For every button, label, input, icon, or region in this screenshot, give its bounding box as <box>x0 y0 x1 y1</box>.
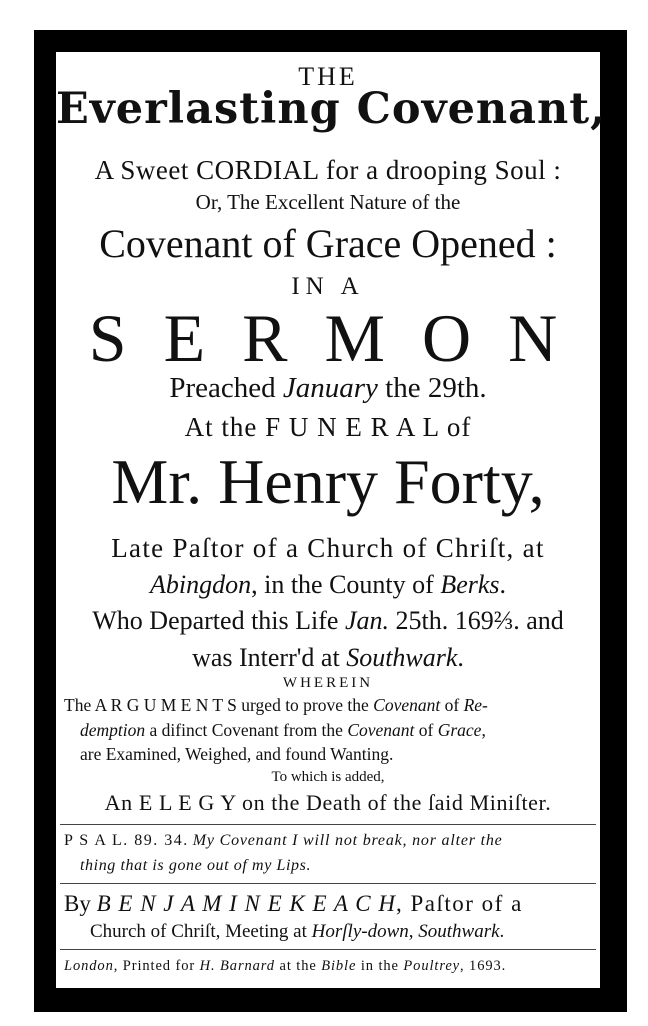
imprint-at: at the <box>274 958 322 974</box>
desc-line-4 <box>56 645 600 671</box>
preached-line <box>56 374 600 403</box>
author-l2-end: . <box>499 921 505 942</box>
author-line-1 <box>64 892 600 915</box>
args-l2-grace: Grace <box>437 720 482 740</box>
args-l1-text: The A R G U M E N T S urged to prove the <box>64 695 374 715</box>
imprint-printer: H. Barnard <box>199 958 275 974</box>
desc-line-1: Late Paſtor of a Church of Chriſt, at <box>111 533 545 563</box>
deceased-name: Mr. Henry Forty, <box>111 446 545 517</box>
desc-l2-text: , in the County of <box>251 570 441 599</box>
desc-l3-text: Who Departed this Life <box>92 606 345 635</box>
args-l2-demption: demption <box>80 720 146 740</box>
title-page <box>56 52 607 988</box>
desc-jan: Jan. <box>344 606 389 635</box>
args-l1-covenant: Covenant <box>373 695 441 715</box>
desc-berks: Berks <box>440 570 500 599</box>
imprint-printed: , Printed for <box>113 958 200 974</box>
imprint-bible: Bible <box>321 958 357 974</box>
imprint-in: in the <box>356 958 404 974</box>
args-l2-covenant: Covenant <box>347 720 415 740</box>
desc-line-2 <box>56 572 600 598</box>
desc-southwark: Southwark <box>346 643 458 672</box>
wherein-label: WHEREIN <box>282 675 374 691</box>
args-l2-of: of <box>414 720 438 740</box>
author-l2-comma: , <box>408 921 419 942</box>
args-line-3: are Examined, Weighed, and found Wanting. <box>80 744 394 764</box>
author-name: B E N J A M I N E K E A C H <box>96 891 396 916</box>
imprint-line <box>64 959 600 974</box>
imprint-poultrey: Poultrey <box>403 958 460 974</box>
title-main: Everlasting Covenant, <box>56 84 607 134</box>
psalm-line-2: thing that is gone out of my Lips. <box>80 857 312 874</box>
desc-abingdon: Abingdon <box>149 570 252 599</box>
psalm-line-1 <box>64 833 600 849</box>
imprint-london: London <box>64 958 114 974</box>
psalm-text-1: My Covenant I will not break, nor alter the <box>192 832 503 849</box>
args-line-2 <box>80 722 600 740</box>
args-l1-re: Re- <box>463 695 488 715</box>
desc-l3-date: 25th. 169⅔. and <box>388 606 564 635</box>
desc-l4-end: . <box>457 643 464 672</box>
desc-line-3 <box>56 608 600 634</box>
author-line-2 <box>90 922 600 941</box>
psalm-ref: P S A L. 89. 34. <box>64 832 189 849</box>
args-l2-comma: , <box>481 720 486 740</box>
funeral-line: At the F U N E R A L of <box>184 412 472 442</box>
rule-1 <box>60 824 596 825</box>
author-rest: , Paſtor of a <box>395 891 523 916</box>
subtitle-line-1: A Sweet CORDIAL for a drooping Soul : <box>94 155 562 185</box>
author-l2-text: Church of Chriſt, Meeting at <box>90 921 312 942</box>
imprint-year: , 1693. <box>460 958 507 974</box>
title-the: THE <box>298 62 358 91</box>
args-l1-of: of <box>440 695 464 715</box>
author-horsly: Horſly-down <box>311 921 409 942</box>
preached-month: January <box>282 372 378 404</box>
author-by: By <box>64 891 97 916</box>
sermon-heading: S E R M O N <box>88 300 568 376</box>
preached-text-a: Preached <box>169 372 283 404</box>
author-southwark: Southwark <box>418 921 500 942</box>
subtitle-line-2: Or, The Excellent Nature of the <box>195 190 461 214</box>
desc-l4-text: was Interr'd at <box>192 643 347 672</box>
preached-text-b: the 29th. <box>377 372 487 404</box>
args-l2-text: a difinct Covenant from the <box>145 720 348 740</box>
desc-l2-end: . <box>499 570 507 599</box>
added-line: To which is added, <box>271 769 385 785</box>
rule-2 <box>60 883 596 884</box>
subtitle-line-3: Covenant of Grace Opened : <box>99 221 557 266</box>
elegy-line: An E L E G Y on the Death of the ſaid Miniſter. <box>104 790 552 815</box>
args-line-1 <box>64 697 600 715</box>
subtitle-line-4: IN A <box>291 273 365 300</box>
rule-3 <box>60 949 596 950</box>
